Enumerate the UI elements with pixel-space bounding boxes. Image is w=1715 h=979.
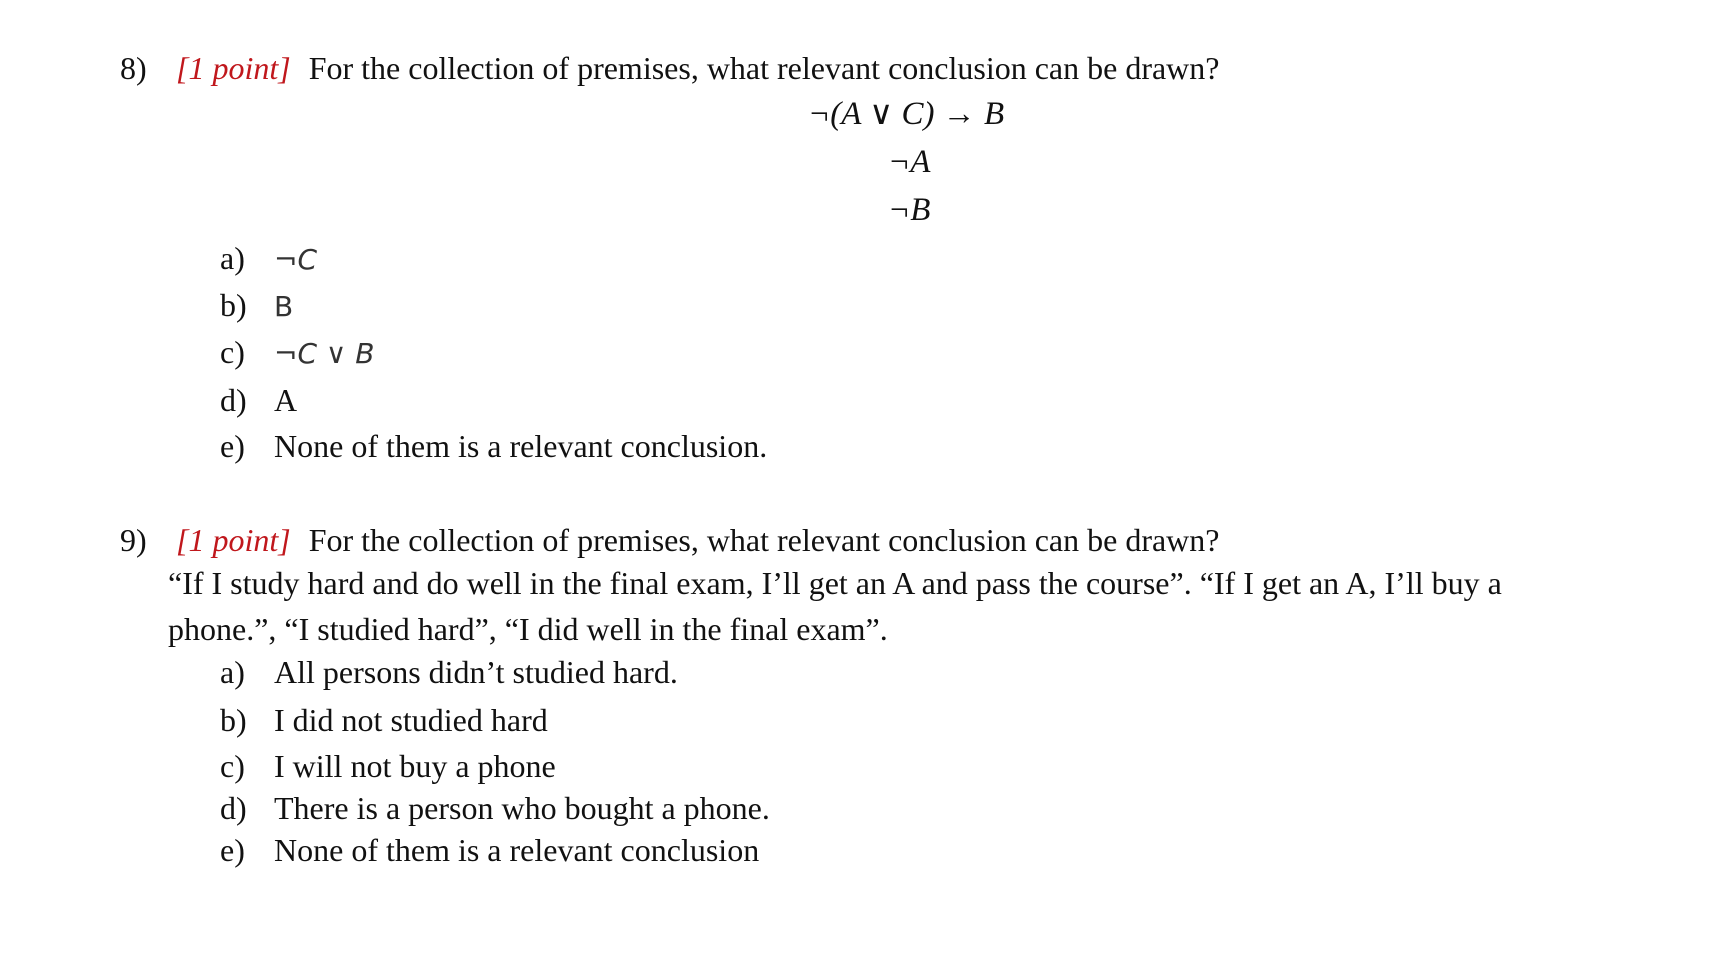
q9-option-d[interactable] <box>220 788 770 828</box>
option-label: a) <box>220 654 245 690</box>
option-text: None of them is a relevant conclusion <box>274 832 760 868</box>
option-label: d) <box>220 382 247 418</box>
option-label: e) <box>220 832 245 868</box>
q8-option-d[interactable] <box>220 380 297 420</box>
option-label: b) <box>220 287 247 323</box>
option-text: ¬C <box>274 243 318 276</box>
question-prompt: For the collection of premises, what relevant conclusion can be drawn? <box>308 522 1220 558</box>
option-text: There is a person who bought a phone. <box>274 790 770 826</box>
option-label: c) <box>220 334 245 370</box>
option-text: I did not studied hard <box>274 702 548 738</box>
question-number: 8) <box>120 50 147 86</box>
q8-option-a[interactable] <box>220 238 317 280</box>
option-text: All persons didn’t studied hard. <box>274 654 678 690</box>
question-prompt: For the collection of premises, what relevant conclusion can be drawn? <box>308 50 1220 86</box>
premise-1: ¬(A ∨ C) → B <box>808 96 1005 132</box>
option-label: a) <box>220 240 245 276</box>
q8-option-c[interactable] <box>220 332 375 374</box>
option-text: A <box>274 382 298 418</box>
option-label: d) <box>220 790 247 826</box>
points-label: [1 point] <box>176 522 291 558</box>
option-text: ¬C ∨ B <box>274 337 375 370</box>
premise-2: ¬A <box>888 144 931 180</box>
question-9-header <box>120 520 1219 560</box>
premises-paragraph: “If I study hard and do well in the final exam, I’ll get an A and pass the course”. “If I get an A, I’ll buy a phone.”, “I studied hard”, “I did well in the final exam”. <box>168 565 1502 647</box>
premise-3: ¬B <box>888 192 931 228</box>
q9-option-b[interactable] <box>220 700 548 740</box>
option-text: I will not buy a phone <box>274 748 556 784</box>
points-label: [1 point] <box>176 50 291 86</box>
q8-option-b[interactable] <box>220 285 293 327</box>
option-text: None of them is a relevant conclusion. <box>274 428 768 464</box>
q9-option-a[interactable] <box>220 652 678 692</box>
question-number: 9) <box>120 522 147 558</box>
question-8-header <box>120 48 1219 88</box>
option-label: e) <box>220 428 245 464</box>
option-label: c) <box>220 748 245 784</box>
q9-option-e[interactable] <box>220 830 759 870</box>
q8-option-e[interactable] <box>220 426 767 466</box>
option-text: B <box>274 290 294 323</box>
option-label: b) <box>220 702 247 738</box>
q9-option-c[interactable] <box>220 746 556 786</box>
